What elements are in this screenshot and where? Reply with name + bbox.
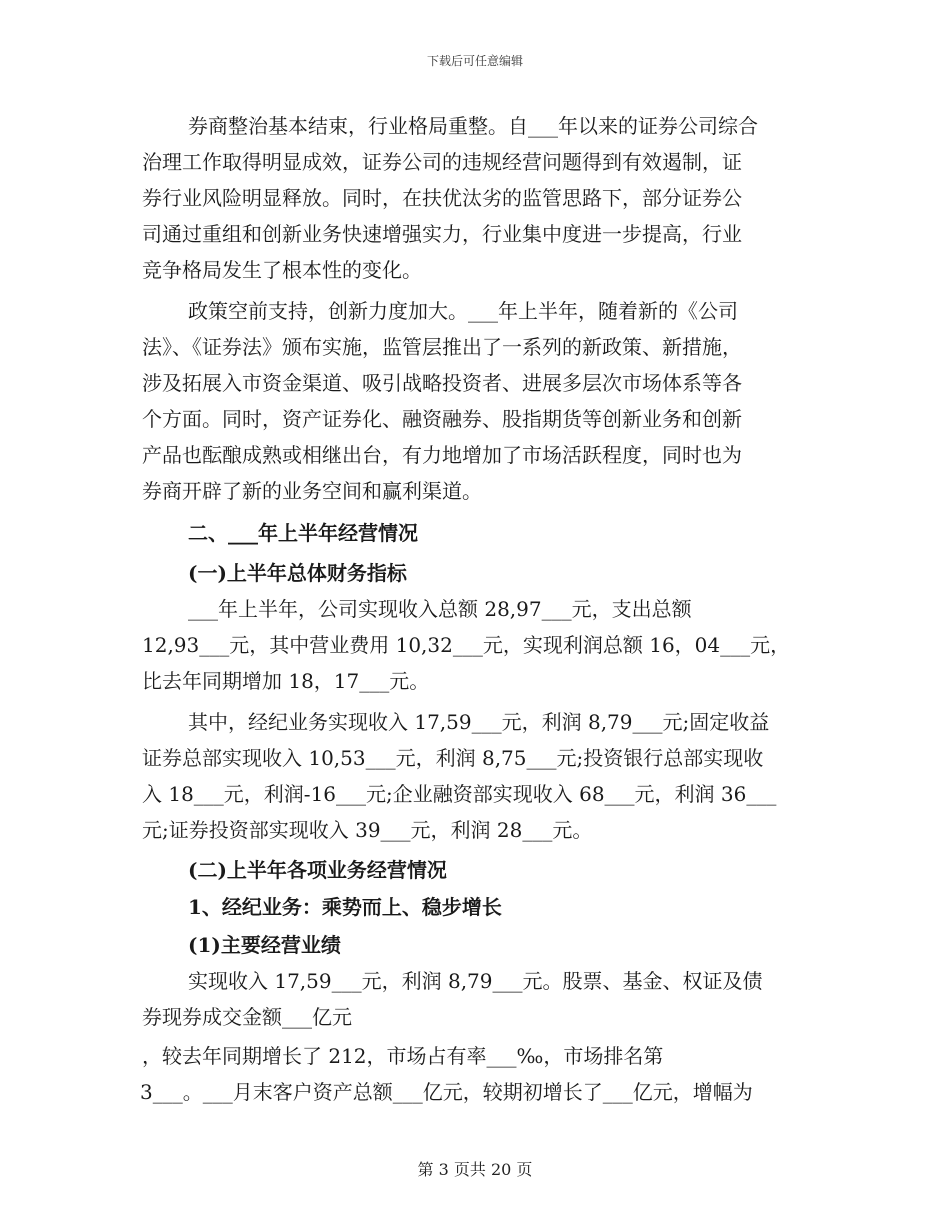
paragraph-line: 元;证券投资部实现收入 39___元，利润 28___元。 xyxy=(142,818,593,842)
paragraph-line: 券行业风险明显释放。同时，在扶优汰劣的监管思路下，部分证券公 xyxy=(142,186,742,210)
paragraph-line: ，较去年同期增长了 212，市场占有率___‰，市场排名第 xyxy=(142,1044,664,1068)
paragraph-line: 法》、《证券法》颁布实施，监管层推出了一系列的新政策、新措施， xyxy=(142,335,742,359)
subsection-heading: (1)主要经营业绩 xyxy=(188,933,341,957)
paragraph-line: 个方面。同时，资产证券化、融资融券、股指期货等创新业务和创新 xyxy=(142,407,742,431)
paragraph-line: 证券总部实现收入 10,53___元，利润 8,75___元;投资银行总部实现收 xyxy=(142,746,764,770)
paragraph-line: 入 18___元，利润-16___元;企业融资部实现收入 68___元，利润 36___ xyxy=(142,782,777,806)
paragraph-line: 司通过重组和创新业务快速增强实力，行业集中度进一步提高，行业 xyxy=(142,222,742,246)
paragraph-line: 政策空前支持，创新力度加大。___年上半年，随着新的《公司 xyxy=(188,299,738,323)
paragraph-line: 产品也酝酿成熟或相继出台，有力地增加了市场活跃程度，同时也为 xyxy=(142,443,742,467)
paragraph-line: 治理工作取得明显成效，证券公司的违规经营问题得到有效遏制，证 xyxy=(142,150,742,174)
paragraph-line: 比去年同期增加 18，17___元。 xyxy=(142,669,430,693)
subsection-heading: (二)上半年各项业务经营情况 xyxy=(188,858,447,882)
paragraph-line: 券商整治基本结束，行业格局重整。自___年以来的证券公司综合 xyxy=(188,114,758,138)
paragraph-line: 3___。___月末客户资产总额___亿元，较期初增长了___亿元，增幅为 xyxy=(140,1080,753,1104)
paragraph-line: 实现收入 17,59___元，利润 8,79___元。股票、基金、权证及债 xyxy=(188,969,763,993)
paragraph-line: 其中，经纪业务实现收入 17,59___元，利润 8,79___元;固定收益 xyxy=(188,710,770,734)
paragraph-line: 涉及拓展入市资金渠道、吸引战略投资者、进展多层次市场体系等各 xyxy=(142,371,742,395)
subsection-heading: (一)上半年总体财务指标 xyxy=(188,561,407,585)
paragraph-line: 12,93___元，其中营业费用 10,32___元，实现利润总额 16，04___元， xyxy=(142,633,791,657)
paragraph-line: 券现券成交金额___亿元 xyxy=(142,1005,352,1029)
page-header: 下载后可任意编辑 xyxy=(426,54,523,68)
subsection-heading: 1、经纪业务：乘势而上、稳步增长 xyxy=(188,895,502,919)
section-heading: 二、___年上半年经营情况 xyxy=(188,521,418,545)
paragraph-line: ___年上半年，公司实现收入总额 28,97___元，支出总额 xyxy=(188,597,692,621)
page-footer: 第 3 页共 20 页 xyxy=(417,1160,533,1179)
paragraph-line: 竞争格局发生了根本性的变化。 xyxy=(142,258,422,282)
paragraph-line: 券商开辟了新的业务空间和赢利渠道。 xyxy=(142,479,482,503)
